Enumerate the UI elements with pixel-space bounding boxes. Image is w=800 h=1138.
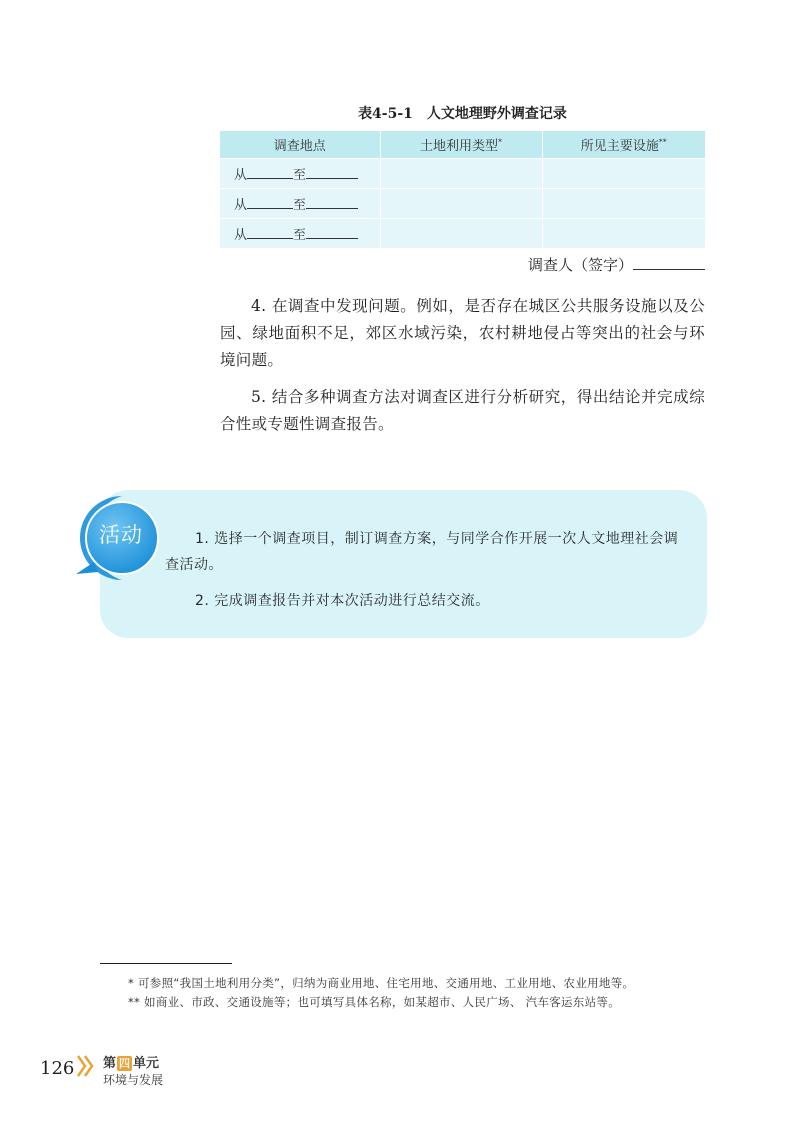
location-cell[interactable]: 从 至	[220, 189, 380, 219]
paragraph-5: 5. 结合多种调查方法对调查区进行分析研究，得出结论并完成综合性或专题性调查报告。	[220, 388, 705, 433]
signature-blank[interactable]	[633, 257, 705, 270]
unit-number-badge: 四	[119, 1057, 131, 1070]
chevron-right-icon	[76, 1053, 96, 1079]
table-caption: 表4-5-1 人文地理野外调查记录	[358, 106, 567, 122]
activity-label: 活动	[99, 523, 143, 547]
facilities-cell[interactable]	[542, 159, 705, 189]
footnote-1: * 可参照“我国土地利用分类”，归纳为商业用地、住宅用地、交通用地、工业用地、农业用地等。	[128, 976, 635, 990]
facilities-cell[interactable]	[542, 189, 705, 219]
signature-line	[528, 254, 705, 275]
header-location: 调查地点	[220, 131, 380, 159]
table-row	[220, 189, 705, 219]
footnote-2: ** 如商业、市政、交通设施等；也可填写具体名称，如某超市、人民广场、 汽车客运东站等。	[128, 995, 621, 1009]
location-cell[interactable]: 从 至	[220, 159, 380, 189]
land-use-cell[interactable]	[380, 189, 542, 219]
table-row	[220, 219, 705, 249]
land-use-cell[interactable]	[380, 219, 542, 249]
location-cell[interactable]: 从 至	[220, 219, 380, 249]
paragraph-4: 4. 在调查中发现问题。例如，是否存在城区公共服务设施以及公园、绿地面积不足，郊区水域污染，农村耕地侵占等突出的社会与环境问题。	[220, 297, 705, 369]
unit-heading: 第 四 单元	[103, 1056, 160, 1071]
table-row	[220, 159, 705, 189]
header-facilities: 所见主要设施**	[542, 131, 705, 159]
page-number: 126	[40, 1058, 75, 1079]
activity-item-2: 2. 完成调查报告并对本次活动进行总结交流。	[195, 593, 490, 609]
facilities-cell[interactable]	[542, 219, 705, 249]
activity-item-1: 1. 选择一个调查项目，制订调查方案，与同学合作开展一次人文地理社会调查活动。	[165, 531, 679, 573]
record-table	[220, 131, 705, 248]
footnote-divider	[100, 963, 232, 964]
unit-title: 环境与发展	[103, 1073, 164, 1087]
header-land-use: 土地利用类型*	[380, 131, 542, 159]
land-use-cell[interactable]	[380, 159, 542, 189]
signature-label: 调查人（签字）	[527, 256, 633, 274]
